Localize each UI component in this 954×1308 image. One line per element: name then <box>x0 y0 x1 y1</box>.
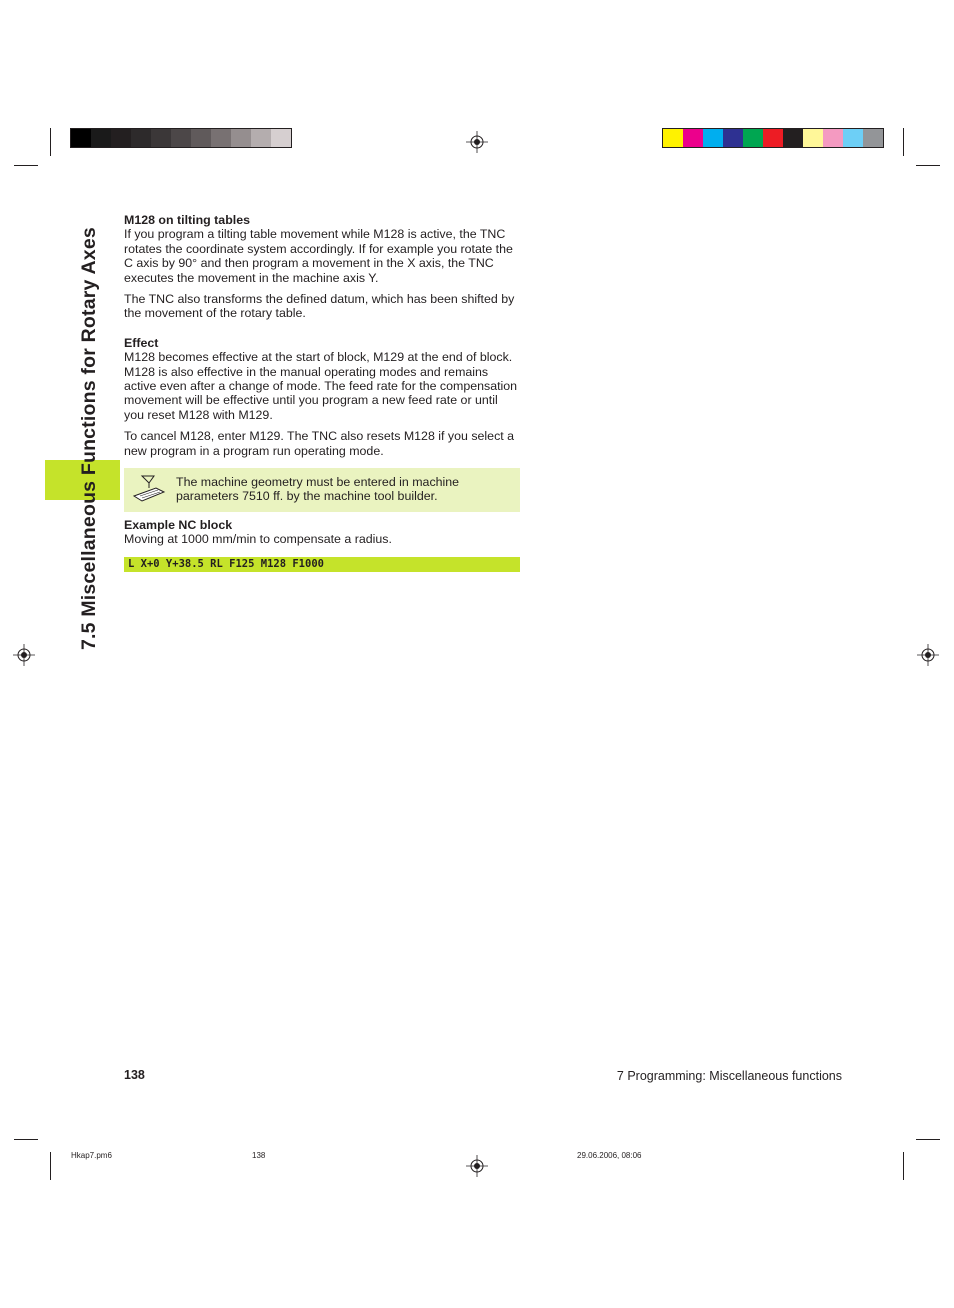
color-swatch <box>823 129 843 147</box>
chapter-footer: 7 Programming: Miscellaneous functions <box>616 1069 842 1083</box>
grey-calibration-bar <box>70 128 292 148</box>
example-section <box>124 518 520 554</box>
main-content <box>124 213 520 465</box>
color-swatch <box>251 129 271 147</box>
color-swatch <box>863 129 883 147</box>
machine-note-icon <box>132 474 166 504</box>
color-swatch <box>763 129 783 147</box>
crop-mark <box>916 165 940 166</box>
color-swatch <box>803 129 823 147</box>
crop-mark <box>50 128 51 156</box>
heading-effect: Effect <box>124 335 159 350</box>
color-swatch <box>843 129 863 147</box>
crop-mark <box>14 165 38 166</box>
crop-mark <box>50 1152 51 1180</box>
color-swatch <box>723 129 743 147</box>
note-text: The machine geometry must be entered in machine parameters 7510 ff. by the machine tool builder. <box>176 475 460 504</box>
nc-code-block: L X+0 Y+38.5 RL F125 M128 F1000 <box>124 557 520 572</box>
crop-mark <box>903 128 904 156</box>
registration-mark-icon <box>466 1155 488 1177</box>
heading-example-nc-block: Example NC block <box>124 518 233 532</box>
slug-file: Hkap7.pm6 <box>71 1151 112 1160</box>
paragraph: M128 becomes effective at the start of block, M129 at the end of block. M128 is also effective in the manual operating modes and remains active even after a change of mode. The feed rate for the compensation movement will be effective until you program a new feed rate or until you reset M128 with M129. <box>124 350 518 422</box>
heading-m128-tilting-tables: M128 on tilting tables <box>124 213 250 227</box>
color-swatch <box>743 129 763 147</box>
paragraph: If you program a tilting table movement while M128 is active, the TNC rotates the coordinate system accordingly. If for example you rotate the C axis by 90° and then program a movement in the X axis, the TNC executes the movement in the machine axis Y. <box>124 227 513 285</box>
color-calibration-bar <box>662 128 884 148</box>
slug-timestamp: 29.06.2006, 08:06 <box>577 1151 642 1160</box>
color-swatch <box>171 129 191 147</box>
color-swatch <box>191 129 211 147</box>
color-swatch <box>131 129 151 147</box>
color-swatch <box>231 129 251 147</box>
color-swatch <box>91 129 111 147</box>
color-swatch <box>271 129 291 147</box>
color-swatch <box>783 129 803 147</box>
color-swatch <box>111 129 131 147</box>
crop-mark <box>903 1152 904 1180</box>
paragraph: Moving at 1000 mm/min to compensate a radius. <box>124 532 392 547</box>
registration-mark-icon <box>466 131 488 153</box>
registration-mark-icon <box>917 644 939 666</box>
color-swatch <box>151 129 171 147</box>
page-number: 138 <box>124 1068 145 1082</box>
color-swatch <box>211 129 231 147</box>
machine-note-box <box>124 468 520 512</box>
color-swatch <box>703 129 723 147</box>
crop-mark <box>14 1139 38 1140</box>
slug-page: 138 <box>252 1151 266 1160</box>
registration-mark-icon <box>13 644 35 666</box>
color-swatch <box>683 129 703 147</box>
color-swatch <box>71 129 91 147</box>
crop-mark <box>916 1139 940 1140</box>
paragraph: To cancel M128, enter M129. The TNC also resets M128 if you select a new program in a program run operating mode. <box>124 429 515 458</box>
paragraph: The TNC also transforms the defined datum, which has been shifted by the movement of the rotary table. <box>124 292 515 321</box>
color-swatch <box>663 129 683 147</box>
section-title-vertical: 7.5 Miscellaneous Functions for Rotary Axes <box>78 227 100 650</box>
